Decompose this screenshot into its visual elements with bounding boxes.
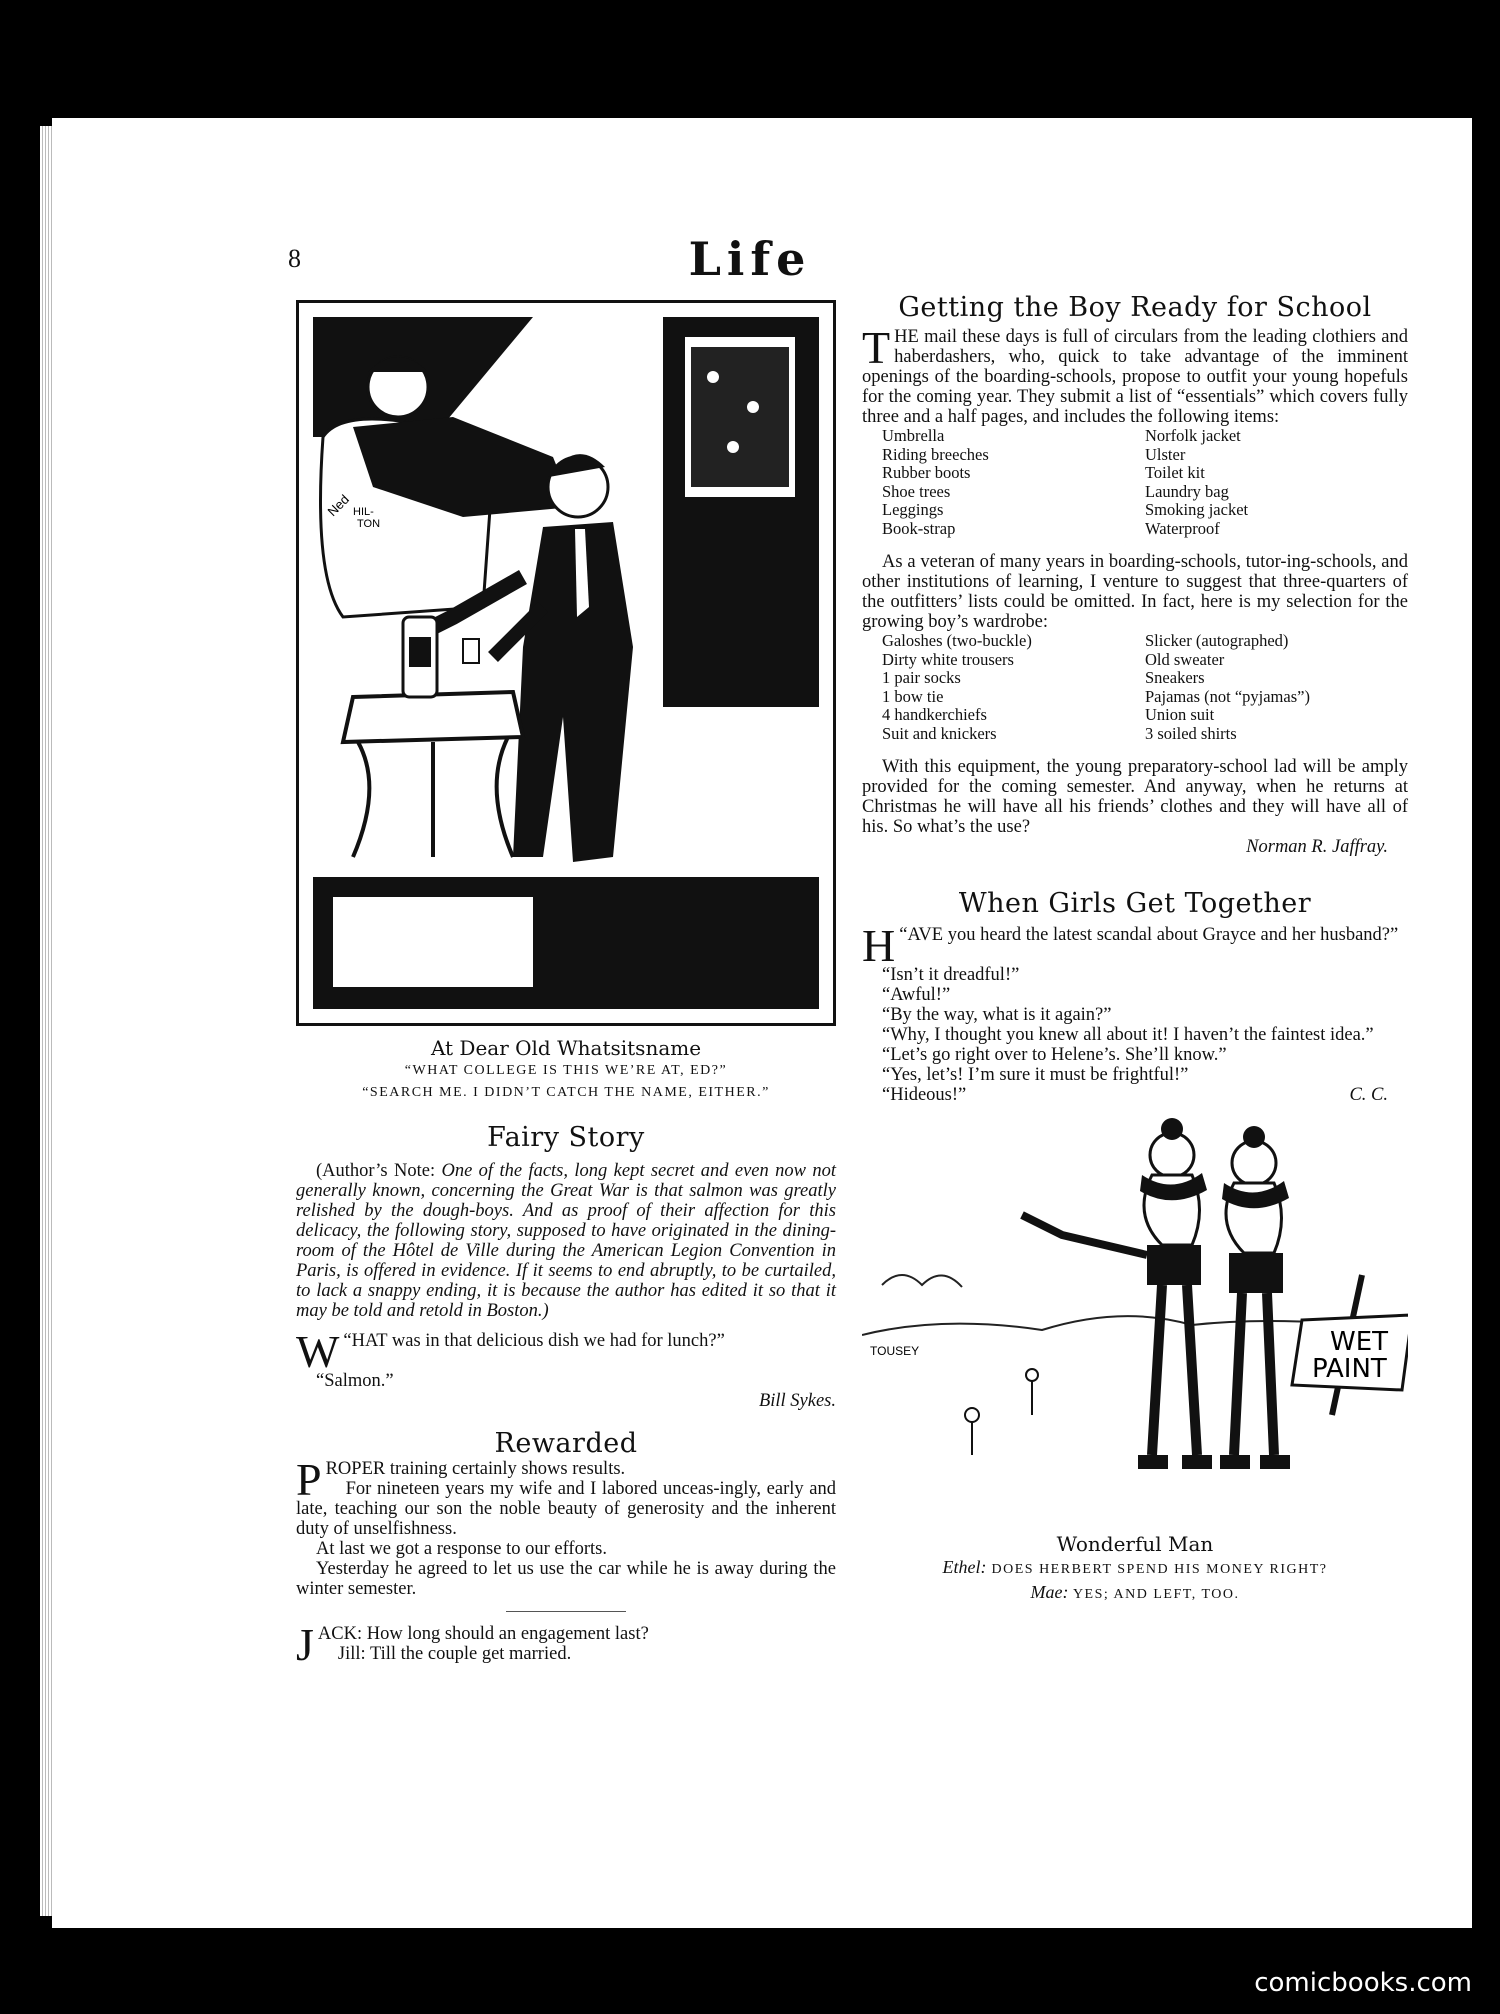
- fairy-story-signature: Bill Sykes.: [758, 1391, 836, 1411]
- fairy-story-note: (Author’s Note: One of the facts, long kept secret and even now not generally known, concerning the Great War is that salmon was greatly relished by the dough-boys. And as proof of their affection for this delicacy, the following story, supposed to have originated in the dining-room of the Hôtel de Ville during the American Legion Convention in Paris, is offered in evidence. If it seems to end abruptly, to be curtailed, to lack a snappy ending, it is because the author has edited it so that it may be told and retold in Boston.): [296, 1161, 836, 1321]
- rewarded-title: Rewarded: [494, 1428, 638, 1459]
- boy-p2: As a veteran of many years in boarding-schools, tutor-ing-schools, and other institutions of learning, I venture to suggest that three-quarters of the outfitters’ lists could be omitted. In fact, here is my selection for the growing boy’s wardrobe:: [862, 552, 1408, 632]
- boy-intro: THE mail these days is full of circulars from the leading clothiers and haberdashers, who, quick to take advantage of the imminent openings of the boarding-schools, propose to outfit your young hopefuls for the coming year. They submit a list of “essentials” which covers fully three and a half pages, and includes the following items:: [862, 322, 1408, 427]
- girls-title: When Girls Get Together: [958, 888, 1312, 919]
- right-column: [862, 292, 1408, 1606]
- jack-line1: JACK: How long should an engagement last?: [296, 1619, 649, 1670]
- jack-line2: Jill: Till the couple get married.: [337, 1644, 572, 1664]
- rewarded-p3: At last we got a response to our efforts.: [316, 1539, 607, 1559]
- svg-text:Ned: Ned: [324, 491, 352, 520]
- page-number: 8: [288, 244, 301, 273]
- girls-l7: “Yes, let’s! I’m sure it must be frightful!”: [882, 1065, 1189, 1085]
- tousey-signature: TOUSEY: [870, 1344, 920, 1358]
- masthead: Life: [688, 232, 812, 286]
- fairy-story-question: “ W HAT was in that delicious dish we had for lunch?”: [296, 1326, 725, 1377]
- cartoon-frame: [296, 300, 836, 1026]
- girls-l1: “ H AVE you heard the latest scandal about Grayce and her husband?”: [862, 920, 1399, 971]
- girls-l8: “Hideous!” C. C.: [882, 1085, 1388, 1105]
- boy-list-selection: Galoshes (two-buckle) Slicker (autographed) Dirty white trousers Old sweater 1 pair socks Sneakers 1 bow tie Pajamas (not “pyjamas”) 4 handkerchiefs Union suit Suit and knickers 3 soiled shirts: [882, 631, 1310, 743]
- boy-signature: Norman R. Jaffray.: [1246, 837, 1388, 857]
- rewarded-p2: For nineteen years my wife and I labored unceas-ingly, early and late, teaching our son the noble beauty of generosity and the inherent duty of unselfishness.: [296, 1479, 836, 1539]
- girls-l2: “Isn’t it dreadful!”: [882, 965, 1020, 985]
- fairy-story-answer: “Salmon.”: [316, 1371, 394, 1391]
- wet-paint-sign-line1: WET: [1330, 1327, 1389, 1357]
- wet-paint-sign-line2: PAINT: [1312, 1354, 1387, 1384]
- cartoon2-caption-line1: Ethel: DOES HERBERT SPEND HIS MONEY RIGHT?: [942, 1557, 1328, 1577]
- svg-text:HIL-: HIL-: [353, 506, 374, 518]
- girls-l4: “By the way, what is it again?”: [882, 1005, 1112, 1025]
- svg-text:TON: TON: [357, 518, 381, 530]
- boy-p3: With this equipment, the young preparatory-school lad will be amply provided for the coming semester. And anyway, when he returns at Christmas he will have all his friends’ clothes and they will have all of his. So what’s the use?: [862, 757, 1408, 837]
- boy-list-essentials: Umbrella Norfolk jacket Riding breeches Ulster Rubber boots Toilet kit Shoe trees Laundry bag Leggings Smoking jacket Book-strap Waterproof: [882, 426, 1249, 538]
- girls-l5: “Why, I thought you knew all about it! I haven’t the faintest idea.”: [882, 1025, 1374, 1045]
- rewarded-p1: PROPER training certainly shows results.: [296, 1454, 626, 1505]
- site-watermark: comicbooks.com: [1254, 1968, 1472, 1998]
- boy-title: Getting the Boy Ready for School: [898, 292, 1372, 323]
- rewarded-p4: Yesterday he agreed to let us use the car while he is away during the winter semester.: [296, 1559, 836, 1599]
- left-column: [296, 300, 836, 1670]
- skaters-cartoon: [862, 1115, 1408, 1527]
- fairy-story-title: Fairy Story: [487, 1122, 645, 1153]
- cartoon1-caption-title: At Dear Old Whatsitsname: [430, 1036, 702, 1060]
- cartoon2-caption-title: Wonderful Man: [1056, 1532, 1214, 1556]
- cartoon-illustration: [313, 317, 819, 1009]
- girls-l6: “Let’s go right over to Helene’s. She’ll know.”: [882, 1045, 1227, 1065]
- divider: [506, 1611, 626, 1612]
- girls-l3: “Awful!”: [882, 985, 951, 1005]
- cartoon1-caption-line2: “SEARCH ME. I DIDN’T CATCH THE NAME, EITHER.”: [362, 1085, 770, 1100]
- cartoon1-caption-line1: “WHAT COLLEGE IS THIS WE’RE AT, ED?”: [404, 1063, 728, 1078]
- cartoon2-caption-line2: Mae: YES; AND LEFT, TOO.: [1030, 1582, 1240, 1602]
